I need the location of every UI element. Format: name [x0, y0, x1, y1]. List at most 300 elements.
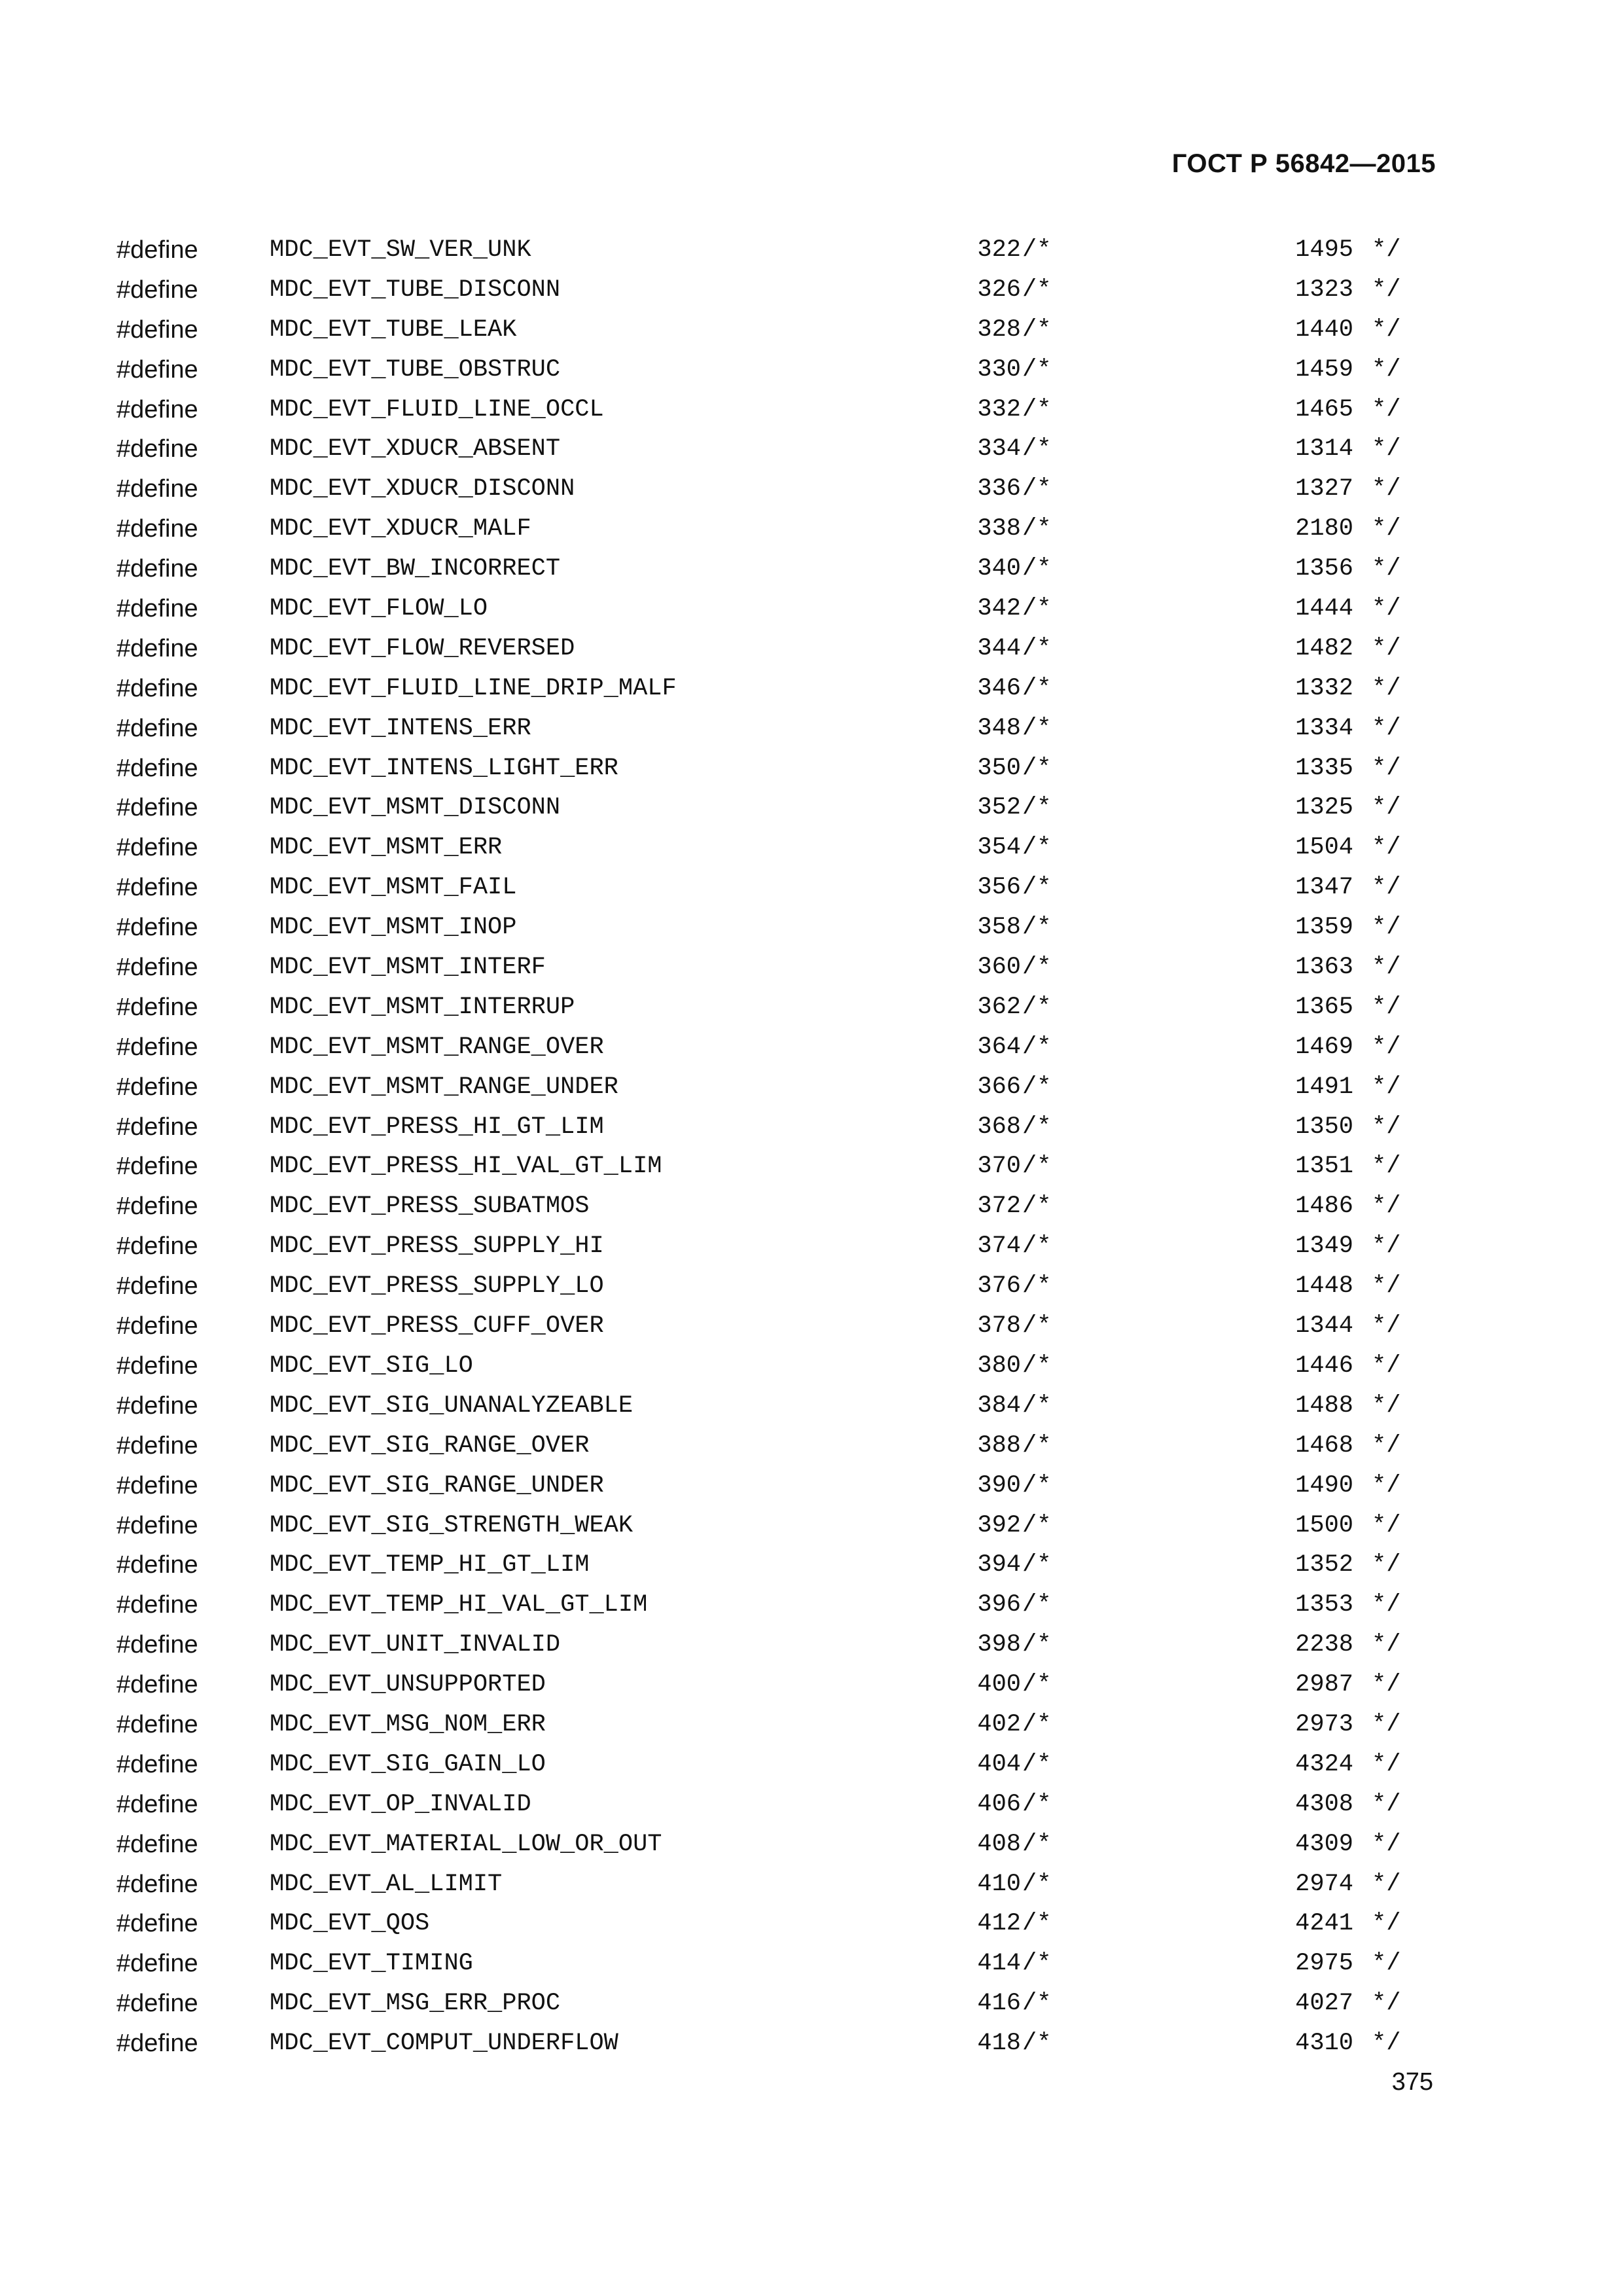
comment-code: 1465: [1295, 395, 1353, 423]
define-keyword: #define: [116, 1591, 198, 1619]
comment-close: */: [1372, 1710, 1401, 1738]
define-value: 328: [977, 315, 1021, 344]
comment-open: /*: [1022, 1352, 1052, 1380]
define-keyword: #define: [116, 1391, 198, 1420]
define-keyword: #define: [116, 1153, 198, 1181]
comment-code: 1468: [1295, 1431, 1353, 1460]
define-row: [0, 1745, 1623, 1785]
comment-close: */: [1372, 794, 1401, 822]
comment-code: 4241: [1295, 1910, 1353, 1938]
define-value: 414: [977, 1950, 1021, 1978]
comment-open: /*: [1022, 1830, 1052, 1858]
comment-open: /*: [1022, 1391, 1052, 1420]
comment-close: */: [1372, 754, 1401, 782]
define-row: [0, 310, 1623, 350]
define-name: MDC_EVT_BW_INCORRECT: [270, 555, 561, 583]
define-keyword: #define: [116, 475, 198, 503]
comment-code: 1491: [1295, 1073, 1353, 1101]
comment-close: */: [1372, 595, 1401, 623]
define-keyword: #define: [116, 1950, 198, 1978]
comment-close: */: [1372, 1551, 1401, 1579]
define-value: 338: [977, 515, 1021, 543]
define-name: MDC_EVT_MSMT_INOP: [270, 914, 517, 942]
comment-open: /*: [1022, 1710, 1052, 1738]
comment-code: 4309: [1295, 1830, 1353, 1858]
define-row: [0, 350, 1623, 390]
define-row: [0, 1227, 1623, 1266]
define-value: 380: [977, 1352, 1021, 1380]
define-keyword: #define: [116, 1551, 198, 1579]
comment-close: */: [1372, 1153, 1401, 1181]
page-number: 375: [1391, 2068, 1433, 2096]
comment-code: 4324: [1295, 1750, 1353, 1778]
define-name: MDC_EVT_TUBE_LEAK: [270, 315, 517, 344]
define-name: MDC_EVT_PRESS_HI_VAL_GT_LIM: [270, 1153, 662, 1181]
define-name: MDC_EVT_MSMT_INTERF: [270, 954, 546, 982]
define-value: 390: [977, 1471, 1021, 1499]
define-value: 364: [977, 1033, 1021, 1061]
comment-code: 2975: [1295, 1950, 1353, 1978]
define-row: [0, 549, 1623, 589]
comment-code: 4310: [1295, 2030, 1353, 2058]
define-row: [0, 1147, 1623, 1187]
define-name: MDC_EVT_FLOW_LO: [270, 595, 488, 623]
define-name: MDC_EVT_UNIT_INVALID: [270, 1631, 561, 1659]
define-row: [0, 1346, 1623, 1386]
comment-open: /*: [1022, 794, 1052, 822]
define-name: MDC_EVT_MATERIAL_LOW_OR_OUT: [270, 1830, 662, 1858]
comment-close: */: [1372, 1193, 1401, 1221]
define-value: 408: [977, 1830, 1021, 1858]
define-row: [0, 1266, 1623, 1306]
define-name: MDC_EVT_QOS: [270, 1910, 430, 1938]
comment-code: 1486: [1295, 1193, 1353, 1221]
comment-open: /*: [1022, 1990, 1052, 2018]
comment-open: /*: [1022, 1312, 1052, 1340]
define-row: [0, 1386, 1623, 1426]
define-value: 374: [977, 1232, 1021, 1261]
comment-open: /*: [1022, 914, 1052, 942]
comment-close: */: [1372, 1431, 1401, 1460]
define-row: [0, 1944, 1623, 1984]
comment-code: 1327: [1295, 475, 1353, 503]
comment-close: */: [1372, 475, 1401, 503]
define-value: 336: [977, 475, 1021, 503]
define-row: [0, 429, 1623, 469]
define-row: [0, 908, 1623, 948]
comment-code: 1350: [1295, 1113, 1353, 1141]
comment-open: /*: [1022, 236, 1052, 264]
define-keyword: #define: [116, 1352, 198, 1380]
define-value: 404: [977, 1750, 1021, 1778]
define-name: MDC_EVT_TUBE_OBSTRUC: [270, 355, 561, 384]
define-keyword: #define: [116, 555, 198, 583]
define-row: [0, 270, 1623, 310]
define-value: 326: [977, 276, 1021, 304]
define-name: MDC_EVT_TEMP_HI_VAL_GT_LIM: [270, 1591, 648, 1619]
define-row: [0, 1187, 1623, 1227]
comment-code: 1440: [1295, 315, 1353, 344]
comment-open: /*: [1022, 1073, 1052, 1101]
comment-close: */: [1372, 515, 1401, 543]
define-row: [0, 1107, 1623, 1147]
comment-close: */: [1372, 1950, 1401, 1978]
comment-close: */: [1372, 1790, 1401, 1818]
define-keyword: #define: [116, 2030, 198, 2058]
define-name: MDC_EVT_MSMT_FAIL: [270, 874, 517, 902]
comment-code: 2238: [1295, 1631, 1353, 1659]
define-keyword: #define: [116, 1312, 198, 1340]
define-keyword: #define: [116, 1910, 198, 1938]
comment-code: 1500: [1295, 1511, 1353, 1539]
define-row: [0, 749, 1623, 789]
define-name: MDC_EVT_TUBE_DISCONN: [270, 276, 561, 304]
define-keyword: #define: [116, 435, 198, 463]
comment-open: /*: [1022, 1790, 1052, 1818]
define-row: [0, 629, 1623, 669]
comment-close: */: [1372, 1750, 1401, 1778]
define-row: [0, 2024, 1623, 2064]
define-row: [0, 1705, 1623, 1745]
define-row: [0, 1904, 1623, 1944]
define-keyword: #define: [116, 1073, 198, 1101]
comment-code: 1363: [1295, 954, 1353, 982]
comment-code: 1332: [1295, 674, 1353, 702]
define-name: MDC_EVT_FLUID_LINE_OCCL: [270, 395, 604, 423]
define-value: 362: [977, 993, 1021, 1021]
comment-close: */: [1372, 395, 1401, 423]
define-name: MDC_EVT_PRESS_SUBATMOS: [270, 1193, 590, 1221]
comment-open: /*: [1022, 1471, 1052, 1499]
comment-open: /*: [1022, 1591, 1052, 1619]
comment-open: /*: [1022, 595, 1052, 623]
comment-code: 4027: [1295, 1990, 1353, 2018]
define-value: 372: [977, 1193, 1021, 1221]
define-name: MDC_EVT_MSMT_INTERRUP: [270, 993, 575, 1021]
comment-open: /*: [1022, 1950, 1052, 1978]
comment-code: 1314: [1295, 435, 1353, 463]
comment-close: */: [1372, 435, 1401, 463]
define-row: [0, 1426, 1623, 1466]
comment-code: 2973: [1295, 1710, 1353, 1738]
define-name: MDC_EVT_SIG_RANGE_OVER: [270, 1431, 590, 1460]
comment-code: 4308: [1295, 1790, 1353, 1818]
define-row: [0, 1825, 1623, 1865]
define-row: [0, 1984, 1623, 2024]
define-name: MDC_EVT_PRESS_SUPPLY_HI: [270, 1232, 604, 1261]
comment-open: /*: [1022, 1671, 1052, 1699]
define-keyword: #define: [116, 1750, 198, 1778]
define-value: 368: [977, 1113, 1021, 1141]
define-name: MDC_EVT_MSMT_DISCONN: [270, 794, 561, 822]
define-row: [0, 948, 1623, 988]
define-value: 402: [977, 1710, 1021, 1738]
define-keyword: #define: [116, 1193, 198, 1221]
define-value: 370: [977, 1153, 1021, 1181]
define-keyword: #define: [116, 1671, 198, 1699]
comment-open: /*: [1022, 315, 1052, 344]
define-value: 378: [977, 1312, 1021, 1340]
define-name: MDC_EVT_INTENS_ERR: [270, 714, 531, 742]
comment-code: 1359: [1295, 914, 1353, 942]
define-value: 388: [977, 1431, 1021, 1460]
define-value: 348: [977, 714, 1021, 742]
define-keyword: #define: [116, 993, 198, 1021]
define-keyword: #define: [116, 1511, 198, 1539]
define-row: [0, 230, 1623, 270]
comment-code: 1335: [1295, 754, 1353, 782]
define-name: MDC_EVT_MSMT_ERR: [270, 834, 503, 862]
define-keyword: #define: [116, 1830, 198, 1858]
define-value: 352: [977, 794, 1021, 822]
comment-code: 1459: [1295, 355, 1353, 384]
define-value: 400: [977, 1671, 1021, 1699]
comment-open: /*: [1022, 355, 1052, 384]
define-keyword: #define: [116, 236, 198, 264]
define-keyword: #define: [116, 1870, 198, 1898]
comment-open: /*: [1022, 634, 1052, 662]
define-row: [0, 828, 1623, 868]
define-keyword: #define: [116, 914, 198, 942]
standard-header: ГОСТ Р 56842—2015: [1171, 149, 1436, 178]
comment-open: /*: [1022, 754, 1052, 782]
define-row: [0, 469, 1623, 509]
comment-code: 1334: [1295, 714, 1353, 742]
define-keyword: #define: [116, 794, 198, 822]
define-value: 376: [977, 1272, 1021, 1300]
comment-open: /*: [1022, 395, 1052, 423]
comment-code: 1365: [1295, 993, 1353, 1021]
comment-code: 1490: [1295, 1471, 1353, 1499]
comment-close: */: [1372, 914, 1401, 942]
define-value: 410: [977, 1870, 1021, 1898]
define-row: [0, 589, 1623, 629]
define-row: [0, 709, 1623, 749]
comment-code: 1482: [1295, 634, 1353, 662]
comment-open: /*: [1022, 435, 1052, 463]
comment-open: /*: [1022, 993, 1052, 1021]
define-row: [0, 788, 1623, 828]
comment-code: 2974: [1295, 1870, 1353, 1898]
define-name: MDC_EVT_PRESS_SUPPLY_LO: [270, 1272, 604, 1300]
define-row: [0, 669, 1623, 709]
define-row: [0, 1067, 1623, 1107]
comment-close: */: [1372, 236, 1401, 264]
comment-code: 1495: [1295, 236, 1353, 264]
comment-open: /*: [1022, 954, 1052, 982]
comment-code: 1349: [1295, 1232, 1353, 1261]
comment-open: /*: [1022, 714, 1052, 742]
comment-code: 1351: [1295, 1153, 1353, 1181]
comment-close: */: [1372, 276, 1401, 304]
comment-close: */: [1372, 315, 1401, 344]
comment-code: 1504: [1295, 834, 1353, 862]
define-value: 412: [977, 1910, 1021, 1938]
comment-open: /*: [1022, 1272, 1052, 1300]
define-name: MDC_EVT_TEMP_HI_GT_LIM: [270, 1551, 590, 1579]
define-name: MDC_EVT_SIG_UNANALYZEABLE: [270, 1391, 633, 1420]
comment-close: */: [1372, 1870, 1401, 1898]
comment-close: */: [1372, 1910, 1401, 1938]
define-keyword: #define: [116, 515, 198, 543]
comment-close: */: [1372, 874, 1401, 902]
comment-close: */: [1372, 1113, 1401, 1141]
define-name: MDC_EVT_XDUCR_ABSENT: [270, 435, 561, 463]
define-name: MDC_EVT_OP_INVALID: [270, 1790, 531, 1818]
comment-code: 1325: [1295, 794, 1353, 822]
define-value: 350: [977, 754, 1021, 782]
comment-open: /*: [1022, 1511, 1052, 1539]
define-row: [0, 988, 1623, 1028]
comment-code: 2180: [1295, 515, 1353, 543]
define-row: [0, 1625, 1623, 1665]
define-name: MDC_EVT_SIG_STRENGTH_WEAK: [270, 1511, 633, 1539]
define-name: MDC_EVT_MSG_NOM_ERR: [270, 1710, 546, 1738]
comment-open: /*: [1022, 2030, 1052, 2058]
define-row: [0, 1785, 1623, 1825]
define-name: MDC_EVT_TIMING: [270, 1950, 473, 1978]
define-value: 396: [977, 1591, 1021, 1619]
define-value: 340: [977, 555, 1021, 583]
comment-open: /*: [1022, 834, 1052, 862]
define-keyword: #define: [116, 874, 198, 902]
define-row: [0, 1865, 1623, 1905]
define-row: [0, 1028, 1623, 1067]
comment-close: */: [1372, 954, 1401, 982]
define-value: 360: [977, 954, 1021, 982]
comment-code: 1323: [1295, 276, 1353, 304]
define-keyword: #define: [116, 315, 198, 344]
define-row: [0, 1506, 1623, 1546]
define-value: 332: [977, 395, 1021, 423]
define-name: MDC_EVT_PRESS_CUFF_OVER: [270, 1312, 604, 1340]
define-value: 342: [977, 595, 1021, 623]
define-row: [0, 1306, 1623, 1346]
comment-open: /*: [1022, 515, 1052, 543]
define-value: 418: [977, 2030, 1021, 2058]
comment-close: */: [1372, 1511, 1401, 1539]
define-keyword: #define: [116, 714, 198, 742]
comment-open: /*: [1022, 1033, 1052, 1061]
comment-close: */: [1372, 993, 1401, 1021]
define-name: MDC_EVT_SW_VER_UNK: [270, 236, 531, 264]
define-name: MDC_EVT_SIG_RANGE_UNDER: [270, 1471, 604, 1499]
comment-open: /*: [1022, 1431, 1052, 1460]
comment-code: 1353: [1295, 1591, 1353, 1619]
define-row: [0, 1665, 1623, 1705]
comment-code: 1356: [1295, 555, 1353, 583]
comment-close: */: [1372, 1591, 1401, 1619]
comment-close: */: [1372, 1312, 1401, 1340]
define-keyword: #define: [116, 674, 198, 702]
comment-open: /*: [1022, 1113, 1052, 1141]
define-name: MDC_EVT_SIG_LO: [270, 1352, 473, 1380]
define-keyword: #define: [116, 395, 198, 423]
define-name: MDC_EVT_COMPUT_UNDERFLOW: [270, 2030, 618, 2058]
define-value: 392: [977, 1511, 1021, 1539]
define-keyword: #define: [116, 1631, 198, 1659]
comment-close: */: [1372, 674, 1401, 702]
comment-code: 1352: [1295, 1551, 1353, 1579]
define-keyword: #define: [116, 1990, 198, 2018]
define-value: 406: [977, 1790, 1021, 1818]
comment-close: */: [1372, 1272, 1401, 1300]
define-keyword: #define: [116, 1710, 198, 1738]
define-name: MDC_EVT_XDUCR_DISCONN: [270, 475, 575, 503]
comment-close: */: [1372, 1352, 1401, 1380]
comment-close: */: [1372, 834, 1401, 862]
define-row: [0, 390, 1623, 430]
define-name: MDC_EVT_FLUID_LINE_DRIP_MALF: [270, 674, 677, 702]
define-row: [0, 509, 1623, 549]
define-name: MDC_EVT_SIG_GAIN_LO: [270, 1750, 546, 1778]
define-value: 416: [977, 1990, 1021, 2018]
comment-close: */: [1372, 714, 1401, 742]
define-name: MDC_EVT_MSMT_RANGE_OVER: [270, 1033, 604, 1061]
comment-close: */: [1372, 1671, 1401, 1699]
define-keyword: #define: [116, 1033, 198, 1061]
define-value: 398: [977, 1631, 1021, 1659]
define-keyword: #define: [116, 1471, 198, 1499]
define-name: MDC_EVT_UNSUPPORTED: [270, 1671, 546, 1699]
comment-close: */: [1372, 1631, 1401, 1659]
comment-open: /*: [1022, 1193, 1052, 1221]
define-row: [0, 1585, 1623, 1625]
define-value: 354: [977, 834, 1021, 862]
define-row: [0, 1466, 1623, 1506]
define-keyword: #define: [116, 276, 198, 304]
comment-close: */: [1372, 355, 1401, 384]
comment-close: */: [1372, 1232, 1401, 1261]
comment-open: /*: [1022, 276, 1052, 304]
comment-open: /*: [1022, 555, 1052, 583]
define-name: MDC_EVT_PRESS_HI_GT_LIM: [270, 1113, 604, 1141]
define-keyword: #define: [116, 1232, 198, 1261]
define-row: [0, 868, 1623, 908]
define-keyword: #define: [116, 1790, 198, 1818]
comment-open: /*: [1022, 1870, 1052, 1898]
comment-open: /*: [1022, 874, 1052, 902]
define-value: 322: [977, 236, 1021, 264]
define-value: 356: [977, 874, 1021, 902]
define-keyword: #define: [116, 634, 198, 662]
define-name: MDC_EVT_MSMT_RANGE_UNDER: [270, 1073, 618, 1101]
define-value: 384: [977, 1391, 1021, 1420]
comment-close: */: [1372, 1073, 1401, 1101]
define-keyword: #define: [116, 754, 198, 782]
comment-code: 1448: [1295, 1272, 1353, 1300]
define-name: MDC_EVT_XDUCR_MALF: [270, 515, 531, 543]
comment-code: 1444: [1295, 595, 1353, 623]
define-keyword: #define: [116, 1113, 198, 1141]
comment-open: /*: [1022, 475, 1052, 503]
define-value: 344: [977, 634, 1021, 662]
comment-close: */: [1372, 1471, 1401, 1499]
comment-close: */: [1372, 1830, 1401, 1858]
comment-close: */: [1372, 1391, 1401, 1420]
define-keyword: #define: [116, 954, 198, 982]
comment-code: 1347: [1295, 874, 1353, 902]
comment-open: /*: [1022, 1232, 1052, 1261]
comment-open: /*: [1022, 1910, 1052, 1938]
define-keyword: #define: [116, 1272, 198, 1300]
comment-code: 1488: [1295, 1391, 1353, 1420]
define-value: 330: [977, 355, 1021, 384]
comment-open: /*: [1022, 1153, 1052, 1181]
comment-code: 2987: [1295, 1671, 1353, 1699]
comment-code: 1446: [1295, 1352, 1353, 1380]
comment-open: /*: [1022, 1631, 1052, 1659]
